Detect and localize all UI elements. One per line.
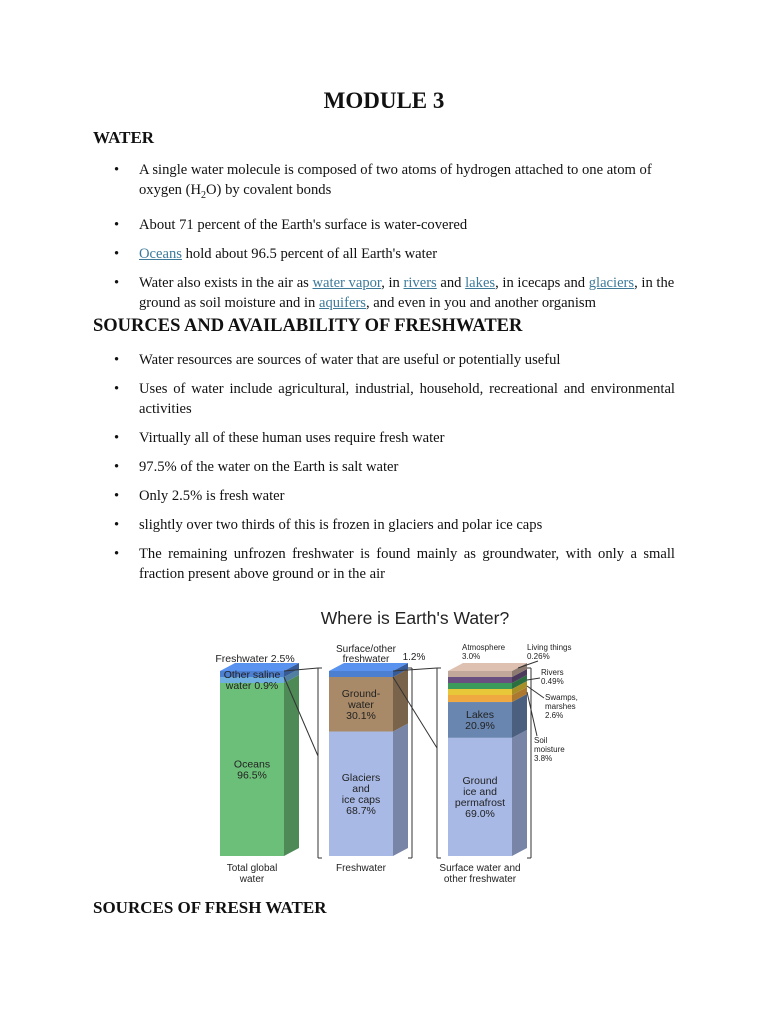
category-label-line: Surface water and (439, 863, 521, 874)
category-label-line: other freshwater (443, 874, 517, 885)
segment-label-line: and (352, 782, 370, 795)
callout-rivers-line: Rivers (541, 668, 564, 677)
segment-label-line: Other saline (223, 669, 281, 681)
bullet-text: , in (381, 274, 404, 291)
bar-segment-glaciers-and-ice-caps-side (393, 724, 408, 856)
list-item: • About 71 percent of the Earth's surface is water-covered (93, 215, 675, 235)
list-item: • Uses of water include agricultural, industrial, household, recreational and environmental activities (93, 379, 675, 419)
callout-atmosphere (462, 643, 506, 661)
bullet-text: hold about 96.5 percent of all Earth's water (181, 245, 438, 262)
callout-surface-other-line: Surface/other (335, 644, 397, 655)
segment-label (342, 772, 381, 817)
page-title: MODULE 3 (323, 88, 445, 113)
link-rivers[interactable]: rivers (403, 274, 437, 291)
section-heading-fresh-water-sources: SOURCES OF FRESH WATER (93, 898, 327, 917)
segment-label-line: Glaciers (341, 771, 381, 784)
category-label (336, 863, 387, 874)
link-glaciers[interactable]: glaciers (588, 274, 635, 291)
segment-label-line: water (348, 698, 374, 711)
list-item: • The remaining unfrozen freshwater is found mainly as groundwater, with only a small fraction present above ground or in the air (93, 544, 675, 584)
callout-pointer (527, 692, 537, 736)
category-label-line: Total global (226, 863, 278, 874)
callout-surface-other (336, 644, 397, 665)
callout-rivers (541, 668, 564, 686)
callout-swamps-line: 2.6% (545, 711, 564, 720)
callout-rivers-line: 0.49% (541, 677, 564, 686)
bullet-text: A single water molecule is composed of two atoms of hydrogen attached to one atom of oxygen (H (139, 162, 652, 198)
water-bullet-list (93, 160, 675, 322)
bar-segment-oceans-side (284, 675, 299, 856)
segment-label-line: 68.7% (346, 804, 376, 817)
link-water-vapor[interactable]: water vapor (312, 274, 382, 291)
category-label (439, 863, 520, 885)
segment-label (224, 669, 281, 692)
bar-segment-swamps-marshes (448, 689, 512, 695)
callout-soil-moisture-line: Soil (534, 736, 548, 745)
bar-segment-rivers (448, 683, 512, 689)
callout-pointer (527, 678, 540, 680)
list-item: • Virtually all of these human uses require fresh water (93, 428, 675, 448)
segment-label-line: water 0.9% (225, 680, 279, 692)
callout-swamps-line: marshes (545, 702, 576, 711)
callout-swamps-line: Swamps, (545, 693, 578, 702)
list-item (93, 244, 675, 264)
callout-living-things-line: 0.26% (527, 652, 550, 661)
bullet-text: , in icecaps and (495, 274, 589, 291)
callout-freshwater-line: Freshwater 2.5% (215, 653, 295, 665)
segment-label-line: 69.0% (465, 807, 495, 820)
list-item: • Only 2.5% is fresh water (93, 486, 675, 506)
segment-label (234, 759, 270, 782)
callout-soil-moisture (534, 736, 565, 763)
segment-label-line: ice caps (341, 793, 381, 806)
bullet-text: , in the ground as soil moisture and in (139, 274, 675, 311)
bar-segment-ground-water-side (393, 669, 408, 732)
segment-label-line: 30.1% (346, 709, 376, 722)
list-item (93, 160, 675, 206)
bullet-text: O) by covalent bonds (206, 182, 332, 198)
category-label-line: Freshwater (335, 863, 387, 874)
segment-label-line: Lakes (465, 708, 495, 721)
list-item: • slightly over two thirds of this is frozen in glaciers and polar ice caps (93, 515, 675, 535)
link-aquifers[interactable]: aquifers (318, 294, 366, 311)
segment-label-line: permafrost (454, 796, 506, 809)
segment-label-line: Ground- (341, 687, 381, 700)
sources-bullet-list (93, 350, 675, 593)
callout-pointer (527, 686, 544, 698)
callout-swamps (545, 693, 578, 720)
chart-title: Where is Earth's Water? (320, 608, 510, 628)
subscript: 2 (201, 189, 207, 201)
section-heading-sources: SOURCES AND AVAILABILITY OF FRESHWATER (93, 316, 523, 336)
callout-surface-value: 1.2% (402, 652, 426, 663)
bar-segment-atmosphere (448, 671, 512, 677)
segment-label (465, 709, 495, 732)
segment-label-line: 96.5% (237, 769, 267, 782)
bullet-text: , and even in you and another organism (366, 294, 596, 311)
callout-living-things-line: Living things (527, 643, 572, 652)
bullet-text: and (436, 274, 466, 291)
section-heading-water: WATER (93, 128, 155, 147)
bullet-text: Water also exists in the air as (139, 274, 313, 291)
bar-segment-surface-other-freshwater (329, 671, 393, 677)
segment-label-line: Oceans (233, 758, 271, 771)
list-item: • Water resources are sources of water that are useful or potentially useful (93, 350, 675, 370)
segment-label-line: 20.9% (465, 719, 495, 732)
segment-label-line: ice and (463, 785, 497, 798)
callout-atmosphere-line: 3.0% (462, 652, 481, 661)
category-label-line: water (239, 874, 265, 885)
segment-label-line: Ground (462, 774, 498, 787)
water-distribution-chart (200, 598, 600, 888)
link-lakes[interactable]: lakes (465, 274, 496, 291)
list-item: • 97.5% of the water on the Earth is salt water (93, 457, 675, 477)
callout-living-things (527, 643, 571, 661)
callout-freshwater (215, 653, 294, 665)
callout-surface-other-line: freshwater (342, 654, 390, 665)
bar-segment-ground-ice-and-permafrost-side (512, 730, 527, 856)
category-label (227, 863, 278, 885)
bar-segment-living-things (448, 677, 512, 683)
list-item (93, 273, 675, 313)
bar-segment-soil-moisture (448, 695, 512, 702)
callout-soil-moisture-line: moisture (534, 745, 565, 754)
callout-soil-moisture-line: 3.8% (534, 754, 553, 763)
callout-atmosphere-line: Atmosphere (462, 643, 506, 652)
link-oceans[interactable]: Oceans (139, 245, 182, 262)
